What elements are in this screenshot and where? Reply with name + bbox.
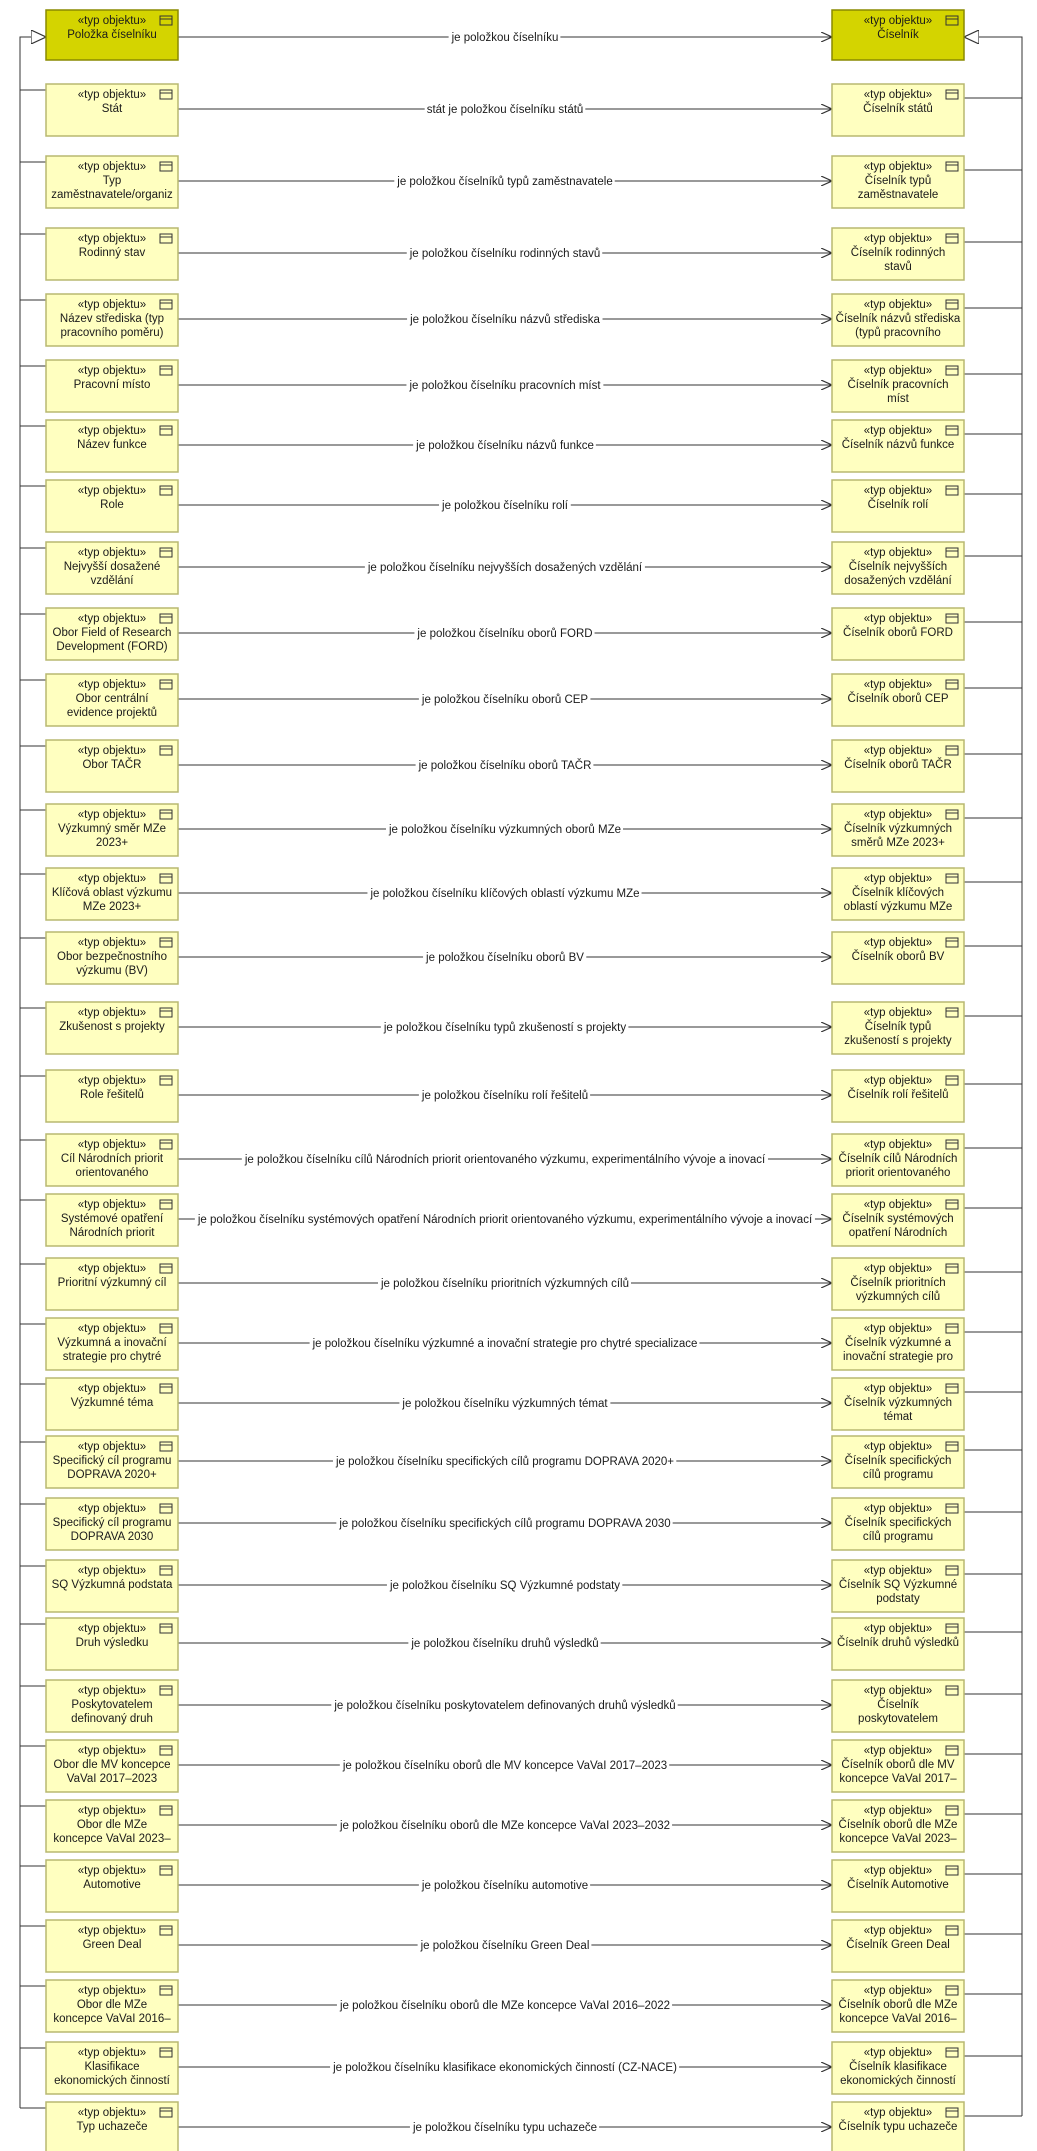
object-type-left-0[interactable] — [46, 84, 178, 136]
stereotype-label: «typ objektu» — [77, 1139, 147, 1151]
object-type-left-27[interactable] — [46, 1800, 178, 1852]
association-label: je položkou číselníku oborů TAČR — [418, 760, 592, 772]
object-type-name: Pracovní místo — [73, 379, 151, 391]
association-label: je položkou číselníku výzkumných témat — [402, 1398, 608, 1410]
stereotype-label: «typ objektu» — [863, 1139, 933, 1151]
object-type-name: Číselník rodinných — [850, 247, 946, 259]
object-type-left-22[interactable] — [46, 1498, 178, 1550]
object-type-name: ekonomických činností — [840, 2075, 956, 2087]
object-type-name: podstaty — [876, 1593, 920, 1605]
stereotype-label: «typ objektu» — [77, 1865, 147, 1877]
object-type-right-8[interactable] — [832, 608, 964, 660]
stereotype-label: «typ objektu» — [77, 485, 147, 497]
stereotype-label: «typ objektu» — [863, 745, 933, 757]
association-label: je položkou číselníku výzkumných oborů MZe — [388, 824, 622, 836]
object-type-name: Klasifikace — [84, 2061, 140, 2073]
object-type-name: DOPRAVA 2030 — [70, 1531, 154, 1543]
stereotype-label: «typ objektu» — [863, 1865, 933, 1877]
object-type-left-29[interactable] — [46, 1920, 178, 1972]
stereotype-label: «typ objektu» — [863, 1685, 933, 1697]
generalization-trunk-right — [964, 37, 1022, 2116]
object-type-name: VaVaI 2017–2023 — [66, 1773, 158, 1785]
object-type-name: orientovaného — [75, 1167, 149, 1179]
object-type-name: Číselník názvů funkce — [841, 439, 955, 451]
stereotype-label: «typ objektu» — [863, 1623, 933, 1635]
association-label: je položkou číselníku — [451, 32, 559, 44]
association-label: je položkou číselníku oborů CEP — [421, 694, 589, 706]
stereotype-label: «typ objektu» — [863, 1985, 933, 1997]
association-label: je položkou číselníku pracovních míst — [409, 380, 601, 392]
association-label: je položkou číselníku typů zkušeností s projekty — [383, 1022, 627, 1034]
stereotype-label: «typ objektu» — [77, 1441, 147, 1453]
object-type-right-17[interactable] — [832, 1194, 964, 1246]
object-type-left-31[interactable] — [46, 2042, 178, 2094]
object-type-name: míst — [887, 393, 909, 405]
object-type-polozka-ciselniku[interactable] — [46, 10, 178, 60]
object-type-name: oblastí výzkumu MZe — [843, 901, 953, 913]
stereotype-label: «typ objektu» — [77, 1805, 147, 1817]
object-type-left-20[interactable] — [46, 1378, 178, 1430]
object-type-name: Číselník — [877, 29, 919, 41]
object-type-name: Číselník — [877, 1699, 919, 1711]
object-type-left-18[interactable] — [46, 1258, 178, 1310]
association-label: je položkou číselníku oborů dle MZe koncepce VaVaI 2023–2032 — [339, 1820, 671, 1832]
object-type-name: Číselník nejvyšších — [848, 561, 948, 573]
object-type-right-23[interactable] — [832, 1560, 964, 1612]
association-label: je položkou číselníku výzkumné a inovační strategie pro chytré specializace — [312, 1338, 698, 1350]
object-type-left-7[interactable] — [46, 542, 178, 594]
association-label: je položkou číselníku nejvyšších dosažených vzdělání — [367, 562, 643, 574]
object-type-left-15[interactable] — [46, 1070, 178, 1122]
object-type-right-7[interactable] — [832, 542, 964, 594]
stereotype-label: «typ objektu» — [863, 1503, 933, 1515]
associations — [178, 31, 832, 2135]
association-label: je položkou číselníku automotive — [421, 1880, 589, 1892]
object-type-right-32[interactable] — [832, 2102, 964, 2151]
object-type-left-13[interactable] — [46, 932, 178, 984]
stereotype-label: «typ objektu» — [863, 1075, 933, 1087]
object-type-left-5[interactable] — [46, 420, 178, 472]
object-type-name: Číselník výzkumných — [843, 1397, 953, 1409]
object-type-name: opatření Národních — [848, 1227, 948, 1239]
stereotype-label: «typ objektu» — [77, 1323, 147, 1335]
object-type-left-30[interactable] — [46, 1980, 178, 2032]
object-type-name: Číselník Green Deal — [846, 1939, 950, 1951]
stereotype-label: «typ objektu» — [863, 365, 933, 377]
association-label: je položkou číselníku názvů střediska — [410, 314, 600, 326]
object-type-left-6[interactable] — [46, 480, 178, 532]
object-type-name: Název střediska (typ — [59, 313, 165, 325]
object-type-right-14[interactable] — [832, 1002, 964, 1054]
object-type-name: Prioritní výzkumný cíl — [57, 1277, 167, 1289]
object-type-right-15[interactable] — [832, 1070, 964, 1122]
object-type-name: Green Deal — [82, 1939, 142, 1951]
object-type-left-23[interactable] — [46, 1560, 178, 1612]
object-type-name: Název funkce — [77, 439, 147, 451]
object-type-name: zaměstnavatele — [857, 189, 939, 201]
object-type-name: Role — [100, 499, 124, 511]
stereotype-label: «typ objektu» — [77, 547, 147, 559]
object-type-left-3[interactable] — [46, 294, 178, 346]
object-type-right-22[interactable] — [832, 1498, 964, 1550]
object-type-right-19[interactable] — [832, 1318, 964, 1370]
object-type-name: Číselník systémových — [842, 1213, 954, 1225]
object-type-name: Číselník oborů BV — [851, 951, 945, 963]
object-type-right-29[interactable] — [832, 1920, 964, 1972]
object-type-name: poskytovatelem — [858, 1713, 938, 1725]
association-label: je položkou číselníku oborů BV — [426, 952, 584, 964]
object-type-right-6[interactable] — [832, 480, 964, 532]
stereotype-label: «typ objektu» — [863, 873, 933, 885]
association-label: je položkou číselníků typů zaměstnavatele — [397, 176, 613, 188]
object-type-name: Stát — [101, 103, 123, 115]
stereotype-label: «typ objektu» — [77, 365, 147, 377]
object-type-name: Číselník specifických — [844, 1517, 952, 1529]
object-type-name: koncepce VaVaI 2023– — [839, 1833, 957, 1845]
object-type-name: Obor Field of Research — [52, 627, 172, 639]
object-type-name: evidence projektů — [66, 707, 158, 719]
object-type-right-21[interactable] — [832, 1436, 964, 1488]
association-label: stát je položkou číselníku států — [426, 104, 584, 116]
object-type-name: Číselník rolí řešitelů — [847, 1089, 949, 1101]
object-type-name: ekonomických činností — [54, 2075, 170, 2087]
object-type-right-28[interactable] — [832, 1860, 964, 1912]
object-type-name: Výzkumný směr MZe — [58, 823, 166, 835]
object-type-name: Číselník rolí — [867, 499, 929, 511]
stereotype-label: «typ objektu» — [77, 1565, 147, 1577]
object-type-name: Číselník cílů Národních — [838, 1153, 958, 1165]
stereotype-label: «typ objektu» — [77, 2107, 147, 2119]
stereotype-label: «typ objektu» — [77, 233, 147, 245]
object-type-name: Role řešitelů — [80, 1089, 144, 1101]
stereotype-label: «typ objektu» — [77, 1199, 147, 1211]
object-type-name: cílů programu — [862, 1469, 934, 1481]
object-type-name: Číselník SQ Výzkumné — [838, 1579, 958, 1591]
object-type-name: Výzkumná a inovační — [57, 1337, 167, 1349]
object-type-name: Obor TAČR — [82, 759, 142, 771]
object-type-name: výzkumu (BV) — [76, 965, 148, 977]
stereotype-label: «typ objektu» — [863, 89, 933, 101]
object-type-name: Development (FORD) — [56, 641, 168, 653]
object-type-name: 2023+ — [95, 837, 129, 849]
object-type-name: koncepce VaVaI 2023– — [53, 1833, 171, 1845]
object-type-name: Číselník oborů TAČR — [844, 759, 952, 771]
object-type-left-17[interactable] — [46, 1194, 178, 1246]
object-type-name: Obor dle MZe — [76, 1819, 148, 1831]
stereotype-label: «typ objektu» — [77, 1503, 147, 1515]
stereotype-label: «typ objektu» — [77, 1685, 147, 1697]
object-type-name: Číselník specifických — [844, 1455, 952, 1467]
object-type-left-10[interactable] — [46, 740, 178, 792]
stereotype-label: «typ objektu» — [77, 1985, 147, 1997]
stereotype-label: «typ objektu» — [77, 161, 147, 173]
object-type-name: koncepce VaVaI 2016– — [53, 2013, 171, 2025]
association-label: je položkou číselníku typu uchazeče — [412, 2122, 598, 2134]
association-label: je položkou číselníku druhů výsledků — [411, 1638, 599, 1650]
stereotype-label: «typ objektu» — [863, 1565, 933, 1577]
object-type-name: zaměstnavatele/organiz — [51, 189, 173, 201]
object-type-right-1[interactable] — [832, 156, 964, 208]
stereotype-label: «typ objektu» — [77, 1263, 147, 1275]
association-label: je položkou číselníku SQ Výzkumné podstaty — [389, 1580, 621, 1592]
object-type-name: Druh výsledku — [75, 1637, 149, 1649]
object-type-name: Obor dle MZe — [76, 1999, 148, 2011]
object-type-name: Zkušenost s projekty — [59, 1021, 165, 1033]
stereotype-label: «typ objektu» — [863, 547, 933, 559]
object-type-name: (typů pracovního — [855, 327, 941, 339]
object-type-name: Číselník výzkumné a — [844, 1337, 952, 1349]
stereotype-label: «typ objektu» — [863, 425, 933, 437]
object-type-right-9[interactable] — [832, 674, 964, 726]
object-type-name: Obor centrální — [75, 693, 149, 705]
object-type-left-24[interactable] — [46, 1618, 178, 1670]
object-type-right-26[interactable] — [832, 1740, 964, 1792]
object-type-name: strategie pro chytré — [62, 1351, 162, 1363]
object-type-right-10[interactable] — [832, 740, 964, 792]
stereotype-label: «typ objektu» — [863, 299, 933, 311]
stereotype-label: «typ objektu» — [77, 425, 147, 437]
object-type-name: Číselník států — [863, 103, 933, 115]
object-type-left-9[interactable] — [46, 674, 178, 726]
object-type-name: SQ Výzkumná podstata — [51, 1579, 173, 1591]
association-label: je položkou číselníku specifických cílů programu DOPRAVA 2030 — [339, 1518, 671, 1530]
object-type-left-16[interactable] — [46, 1134, 178, 1186]
object-type-left-1[interactable] — [46, 156, 178, 208]
stereotype-label: «typ objektu» — [77, 299, 147, 311]
stereotype-label: «typ objektu» — [77, 89, 147, 101]
stereotype-label: «typ objektu» — [77, 2047, 147, 2059]
stereotype-label: «typ objektu» — [863, 613, 933, 625]
object-type-right-5[interactable] — [832, 420, 964, 472]
object-type-name: koncepce VaVaI 2017– — [839, 1773, 957, 1785]
object-type-right-30[interactable] — [832, 1980, 964, 2032]
stereotype-label: «typ objektu» — [863, 15, 933, 27]
object-type-name: Číselník oborů CEP — [847, 693, 949, 705]
object-type-name: definovaný druh — [71, 1713, 153, 1725]
object-type-name: Automotive — [83, 1879, 141, 1891]
object-type-name: Rodinný stav — [78, 247, 146, 259]
object-type-right-4[interactable] — [832, 360, 964, 412]
object-type-name: MZe 2023+ — [82, 901, 142, 913]
association-label: je položkou číselníku rodinných stavů — [409, 248, 601, 260]
stereotype-label: «typ objektu» — [77, 15, 147, 27]
object-type-name: Číselník oborů dle MZe — [838, 1819, 958, 1831]
object-type-right-2[interactable] — [832, 228, 964, 280]
object-type-name: Číselník typů — [864, 1021, 932, 1033]
object-type-name: stavů — [884, 261, 912, 273]
object-type-name: Číselník názvů střediska — [835, 313, 961, 325]
object-type-name: Klíčová oblast výzkumu — [51, 887, 173, 899]
association-label: je položkou číselníku názvů funkce — [416, 440, 594, 452]
object-type-right-11[interactable] — [832, 804, 964, 856]
stereotype-label: «typ objektu» — [77, 1623, 147, 1635]
object-type-name: Číselník druhů výsledků — [836, 1637, 960, 1649]
object-type-right-16[interactable] — [832, 1134, 964, 1186]
object-type-name: Typ uchazeče — [76, 2121, 148, 2133]
object-type-right-20[interactable] — [832, 1378, 964, 1430]
object-type-name: Nejvyšší dosažené — [63, 561, 161, 573]
object-type-right-3[interactable] — [832, 294, 964, 346]
object-type-name: Specifický cíl programu — [52, 1517, 172, 1529]
object-type-ciselnik[interactable] — [832, 10, 964, 60]
object-type-name: Výzkumné téma — [70, 1397, 154, 1409]
object-type-name: výzkumných cílů — [855, 1291, 941, 1303]
object-type-left-4[interactable] — [46, 360, 178, 412]
object-type-name: Číselník klasifikace — [849, 2061, 947, 2073]
object-type-name: priorit orientovaného — [845, 1167, 951, 1179]
stereotype-label: «typ objektu» — [863, 161, 933, 173]
association-label: je položkou číselníku klíčových oblastí výzkumu MZe — [370, 888, 640, 900]
generalization-trunk-left — [20, 37, 46, 2108]
association-label: je položkou číselníku rolí — [442, 500, 568, 512]
object-type-left-2[interactable] — [46, 228, 178, 280]
stereotype-label: «typ objektu» — [863, 1383, 933, 1395]
object-type-right-12[interactable] — [832, 868, 964, 920]
object-type-name: zkušeností s projekty — [844, 1035, 952, 1047]
object-type-name: Národních priorit — [69, 1227, 155, 1239]
association-label: je položkou číselníku oborů dle MZe koncepce VaVaI 2016–2022 — [339, 2000, 671, 2012]
object-type-name: inovační strategie pro — [843, 1351, 953, 1363]
object-type-name: Cíl Národních priorit — [60, 1153, 164, 1165]
object-type-name: Položka číselníku — [67, 29, 157, 41]
object-type-name: Typ — [102, 175, 122, 187]
object-type-name: koncepce VaVaI 2016– — [839, 2013, 957, 2025]
stereotype-label: «typ objektu» — [863, 1263, 933, 1275]
stereotype-label: «typ objektu» — [863, 2107, 933, 2119]
object-type-left-26[interactable] — [46, 1740, 178, 1792]
stereotype-label: «typ objektu» — [77, 1075, 147, 1087]
object-type-left-28[interactable] — [46, 1860, 178, 1912]
stereotype-label: «typ objektu» — [77, 1383, 147, 1395]
object-type-name: Systémové opatření — [60, 1213, 164, 1225]
stereotype-label: «typ objektu» — [863, 485, 933, 497]
stereotype-label: «typ objektu» — [863, 809, 933, 821]
association-label: je položkou číselníku rolí řešitelů — [421, 1090, 589, 1102]
object-type-name: Číselník oborů dle MV — [841, 1759, 955, 1771]
association-label: je položkou číselníku cílů Národních priorit orientovaného výzkumu, experimentálního vývoje a inovací — [244, 1154, 766, 1166]
stereotype-label: «typ objektu» — [77, 613, 147, 625]
stereotype-label: «typ objektu» — [77, 809, 147, 821]
object-type-left-8[interactable] — [46, 608, 178, 660]
object-type-name: Číselník prioritních — [850, 1277, 946, 1289]
object-type-name: Poskytovatelem — [71, 1699, 153, 1711]
object-type-name: Číselník Automotive — [847, 1879, 949, 1891]
stereotype-label: «typ objektu» — [77, 1745, 147, 1757]
stereotype-label: «typ objektu» — [863, 679, 933, 691]
object-type-left-14[interactable] — [46, 1002, 178, 1054]
stereotype-label: «typ objektu» — [77, 873, 147, 885]
association-label: je položkou číselníku Green Deal — [420, 1940, 590, 1952]
object-type-name: Specifický cíl programu — [52, 1455, 172, 1467]
object-type-name: Obor dle MV koncepce — [53, 1759, 171, 1771]
stereotype-label: «typ objektu» — [863, 1441, 933, 1453]
object-type-name: Obor bezpečnostního — [57, 951, 167, 963]
object-type-right-18[interactable] — [832, 1258, 964, 1310]
object-type-name: Číselník výzkumných — [843, 823, 953, 835]
stereotype-label: «typ objektu» — [77, 679, 147, 691]
association-label: je položkou číselníku poskytovatelem definovaných druhů výsledků — [334, 1700, 676, 1712]
object-type-name: pracovního poměru) — [60, 327, 164, 339]
association-label: je položkou číselníku klasifikace ekonomických činností (CZ-NACE) — [333, 2062, 677, 2074]
object-type-left-32[interactable] — [46, 2102, 178, 2151]
stereotype-label: «typ objektu» — [77, 1007, 147, 1019]
stereotype-label: «typ objektu» — [863, 233, 933, 245]
object-type-left-12[interactable] — [46, 868, 178, 920]
object-type-left-21[interactable] — [46, 1436, 178, 1488]
object-type-right-27[interactable] — [832, 1800, 964, 1852]
stereotype-label: «typ objektu» — [863, 1745, 933, 1757]
object-type-name: dosažených vzdělání — [844, 575, 952, 587]
object-type-name: vzdělání — [90, 575, 134, 587]
object-type-left-25[interactable] — [46, 1680, 178, 1732]
object-type-right-31[interactable] — [832, 2042, 964, 2094]
object-type-right-13[interactable] — [832, 932, 964, 984]
object-type-right-24[interactable] — [832, 1618, 964, 1670]
stereotype-label: «typ objektu» — [863, 1199, 933, 1211]
stereotype-label: «typ objektu» — [863, 1925, 933, 1937]
association-label: je položkou číselníku systémových opatření Národních priorit orientovaného výzkumu, experimentálního vývoje a inovací — [197, 1214, 813, 1226]
association-label: je položkou číselníku specifických cílů programu DOPRAVA 2020+ — [335, 1456, 675, 1468]
association-label: je položkou číselníku oborů FORD — [417, 628, 593, 640]
object-type-name: cílů programu — [862, 1531, 934, 1543]
object-type-name: Číselník pracovních — [847, 379, 949, 391]
stereotype-label: «typ objektu» — [863, 1007, 933, 1019]
stereotype-label: «typ objektu» — [77, 745, 147, 757]
association-label: je položkou číselníku oborů dle MV koncepce VaVaI 2017–2023 — [342, 1760, 668, 1772]
association-label: je položkou číselníku prioritních výzkumných cílů — [381, 1278, 629, 1290]
object-type-name: témat — [883, 1411, 913, 1423]
stereotype-label: «typ objektu» — [863, 937, 933, 949]
object-type-left-19[interactable] — [46, 1318, 178, 1370]
object-type-name: Číselník oborů FORD — [843, 627, 953, 639]
object-type-name: DOPRAVA 2020+ — [67, 1469, 157, 1481]
stereotype-label: «typ objektu» — [77, 937, 147, 949]
object-type-left-11[interactable] — [46, 804, 178, 856]
stereotype-label: «typ objektu» — [863, 2047, 933, 2059]
object-type-name: směrů MZe 2023+ — [851, 837, 945, 849]
object-type-name: Číselník klíčových — [851, 887, 945, 899]
object-type-name: Číselník typů — [864, 175, 932, 187]
object-type-name: Číselník oborů dle MZe — [838, 1999, 958, 2011]
stereotype-label: «typ objektu» — [863, 1323, 933, 1335]
stereotype-label: «typ objektu» — [77, 1925, 147, 1937]
object-type-name: Číselník typu uchazeče — [838, 2121, 958, 2133]
stereotype-label: «typ objektu» — [863, 1805, 933, 1817]
object-type-right-25[interactable] — [832, 1680, 964, 1732]
object-type-right-0[interactable] — [832, 84, 964, 136]
